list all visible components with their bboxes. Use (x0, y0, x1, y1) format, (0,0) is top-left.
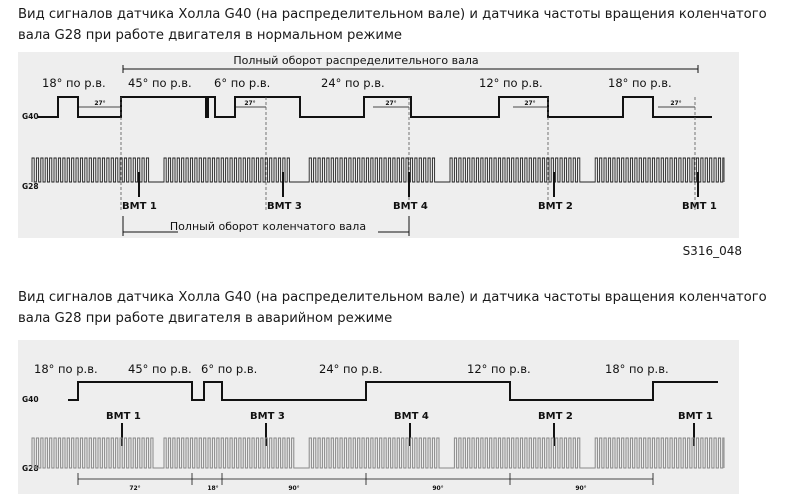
angle-label: 18° по р.в. (605, 362, 669, 376)
tdc-label: ВМТ 2 (538, 411, 573, 422)
window-27-label: 27° (385, 100, 397, 107)
tdc-label: ВМТ 4 (393, 201, 428, 212)
angle-label: 18° по р.в. (42, 76, 106, 90)
heading-emergency-mode: Вид сигналов датчика Холла G40 (на распределительном вале) и датчика частоты вращения коленчатого вала G28 при работе двигателя в аварийном режиме (18, 290, 767, 326)
interval-marker (129, 485, 140, 492)
tdc-label: ВМТ 4 (394, 411, 429, 422)
window-27-markers (78, 97, 695, 212)
interval-markers (78, 473, 653, 492)
g40-signal-label: G40 (22, 112, 39, 121)
tdc-label: ВМТ 3 (250, 411, 285, 422)
window-27-label: 27° (244, 100, 256, 107)
angle-label: 12° по р.в. (479, 76, 543, 90)
window-27-label: 27° (94, 100, 106, 107)
crankshaft-revolution-bracket (123, 216, 409, 236)
angle-label: 6° по р.в. (201, 362, 258, 376)
emergency-mode-signal-plot (18, 340, 739, 494)
tdc-label: ВМТ 2 (538, 201, 573, 212)
g28-waveform (32, 438, 724, 468)
tdc-marker (122, 172, 157, 212)
tdc-label: ВМТ 3 (267, 201, 302, 212)
angle-label: 18° по р.в. (608, 76, 672, 90)
interval-label: 90° (432, 485, 444, 492)
angle-label: 24° по р.в. (321, 76, 385, 90)
g28-signal-label: G28 (22, 182, 39, 191)
interval-marker (432, 485, 443, 492)
angle-label: 12° по р.в. (467, 362, 531, 376)
tdc-label: ВМТ 1 (682, 201, 717, 212)
tdc-label: ВМТ 1 (122, 201, 157, 212)
normal-mode-signal-plot (18, 52, 739, 238)
interval-label: 72° (129, 485, 141, 492)
tdc-label: ВМТ 1 (678, 411, 713, 422)
window-27-marker (373, 97, 409, 212)
g28-signal-label: G28 (22, 464, 39, 473)
angle-label: 45° по р.в. (128, 76, 192, 90)
camshaft-revolution-label: Полный оборот распределительного вала (233, 54, 479, 67)
interval-label: 90° (575, 485, 587, 492)
diagram-normal-mode (18, 52, 739, 238)
window-27-marker (658, 97, 695, 212)
angle-label: 24° по р.в. (319, 362, 383, 376)
angle-label: 45° по р.в. (128, 362, 192, 376)
diagram-emergency-mode (18, 340, 739, 494)
g40-waveform (68, 382, 718, 400)
angle-label: 18° по р.в. (34, 362, 98, 376)
window-27-label: 27° (524, 100, 536, 107)
tdc-label: ВМТ 1 (106, 411, 141, 422)
g28-waveform (32, 158, 724, 182)
figure-caption: S316_048 (682, 244, 742, 258)
interval-marker (575, 485, 586, 492)
angle-label: 6° по р.в. (214, 76, 271, 90)
camshaft-revolution-bracket (123, 53, 698, 73)
interval-label: 90° (288, 485, 300, 492)
interval-marker (207, 485, 218, 492)
interval-label: 18° (207, 485, 219, 492)
heading-normal-mode: Вид сигналов датчика Холла G40 (на распределительном вале) и датчика частоты вращения коленчатого вала G28 при работе двигателя в нормальном режиме (18, 7, 767, 43)
interval-marker (288, 485, 299, 492)
angle-labels (34, 362, 669, 376)
window-27-marker (235, 97, 266, 212)
crankshaft-revolution-label: Полный оборот коленчатого вала (169, 220, 367, 233)
angle-labels (42, 76, 672, 90)
window-27-marker (513, 97, 548, 212)
window-27-marker (78, 97, 121, 212)
g40-signal-label: G40 (22, 395, 39, 404)
window-27-label: 27° (670, 100, 682, 107)
